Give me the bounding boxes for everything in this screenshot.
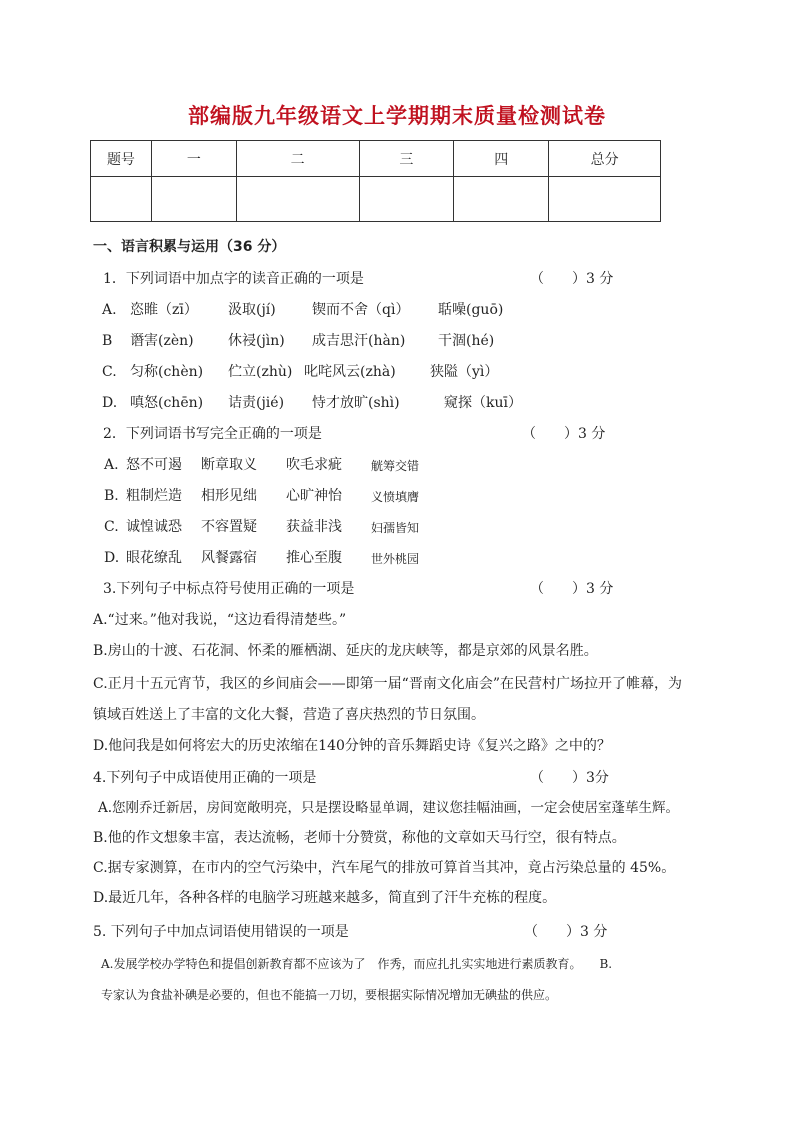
answer-bracket: （ ）3 分 [522,426,606,442]
option-word: 匀称(chèn) [130,364,204,380]
option-word: 诘责(jié) [228,395,285,411]
answer-bracket: （ ）3 分 [524,924,608,940]
score-table-header: 题号 [91,141,152,177]
option-letter: B. [104,488,119,504]
option-word: 恃才放旷(shì) [312,395,400,411]
score-cell[interactable] [454,177,549,222]
option-word: 断章取义 [201,457,257,473]
score-table-blank-row [91,177,661,222]
option-word: 狭隘（yì） [430,364,499,380]
option-word: 怒不可遏 [126,457,182,473]
option-line: B.他的作文想象丰富，表达流畅，老师十分赞赏，称他的文章如天马行空，很有特点。 [93,830,626,846]
score-table-header: 总分 [549,141,661,177]
score-table-header-row [91,141,661,177]
option-word: 获益非浅 [286,519,342,535]
option-letter: C. [104,519,119,535]
option-word: 汲取(jí) [228,302,276,318]
option-word: 不容置疑 [201,519,257,535]
score-table-header: 四 [454,141,549,177]
score-cell[interactable] [91,177,152,222]
option-line: A.发展学校办学特色和提倡创新教育都不应该为了 作秀，而应扎扎实实地进行素质教育。 B. [101,957,613,971]
option-line: A.“过来。”他对我说，“这边看得清楚些。” [93,612,347,628]
question-stem: 1．下列词语中加点字的读音正确的一项是 [103,271,364,287]
question-stem: 2．下列词语书写完全正确的一项是 [103,426,322,442]
option-word: 风餐露宿 [201,550,257,566]
option-line: A.您刚乔迁新居，房间宽敞明亮，只是摆设略显单调，建议您挂幅油画，一定会使居室蓬荜生辉。 [98,800,680,816]
option-word: 伫立(zhù) [228,364,293,380]
option-line: 镇域百姓送上了丰富的文化大餐，营造了喜庆热烈的节日氛围。 [93,707,485,723]
option-word: 粗制烂造 [126,488,182,504]
option-word: 诚惶诚恐 [126,519,182,535]
answer-bracket: （ ）3 分 [530,271,614,287]
option-letter: A. [102,302,117,318]
option-word: 休祲(jìn) [228,333,285,349]
page-title: 部编版九年级语文上学期期末质量检测试卷 [188,104,606,128]
score-cell[interactable] [151,177,236,222]
score-table-header: 三 [359,141,454,177]
option-letter: B [102,333,113,349]
option-line: 专家认为食盐补碘是必要的，但也不能搞一刀切，要根据实际情况增加无碘盐的供应。 [101,988,558,1002]
score-table-header: 一 [151,141,236,177]
option-letter: A. [104,457,119,473]
section-heading: 一、语言积累与运用（36 分） [93,239,286,255]
option-word: 恣睢（zī） [130,302,198,318]
option-word: 干涸(hé) [438,333,495,349]
question-stem: 3.下列句子中标点符号使用正确的一项是 [103,581,355,597]
question-stem: 4.下列句子中成语使用正确的一项是 [93,770,317,786]
question-stem: 5. 下列句子中加点词语使用错误的一项是 [93,924,349,940]
option-word: 相形见绌 [201,488,257,504]
score-cell[interactable] [236,177,359,222]
answer-bracket: （ ）3分 [530,770,609,786]
option-line: C.正月十五元宵节，我区的乡间庙会——即第一届“晋南文化庙会”在民营村广场拉开了帷幕，为 [93,676,682,692]
option-word: 觥筹交错 [371,459,420,473]
option-word: 嗔怒(chēn) [130,395,204,411]
option-word: 窥探（kuī） [444,395,522,411]
option-word: 心旷神怡 [286,488,342,504]
option-word: 推心至腹 [286,550,342,566]
option-letter: D. [102,395,118,411]
option-word: 锲而不舍（qì） [312,302,410,318]
option-letter: C. [102,364,117,380]
option-letter: D. [104,550,120,566]
score-table [90,140,661,222]
option-word: 眼花缭乱 [126,550,182,566]
option-word: 叱咤风云(zhà) [304,364,396,380]
option-line: D.最近几年，各种各样的电脑学习班越来越多，简直到了汗牛充栋的程度。 [93,890,557,906]
score-cell[interactable] [549,177,661,222]
answer-bracket: （ ）3 分 [530,581,614,597]
score-table-header: 二 [236,141,359,177]
option-line: B.房山的十渡、石花洞、怀柔的雁栖湖、延庆的龙庆峡等，都是京郊的风景名胜。 [93,643,598,659]
option-word: 谮害(zèn) [130,333,194,349]
option-word: 妇孺皆知 [371,521,420,535]
option-line: C.据专家测算，在市内的空气污染中，汽车尾气的排放可算首当其冲，竟占污染总量的 45%。 [93,860,676,876]
option-word: 吹毛求疵 [286,457,342,473]
option-word: 世外桃园 [371,552,420,566]
option-line: D.他问我是如何将宏大的历史浓缩在140分钟的音乐舞蹈史诗《复兴之路》之中的？ [93,738,611,754]
score-cell[interactable] [359,177,454,222]
option-word: 聒噪(guō) [438,302,504,318]
option-word: 义愤填膺 [371,490,420,504]
option-word: 成吉思汗(hàn) [312,333,406,349]
